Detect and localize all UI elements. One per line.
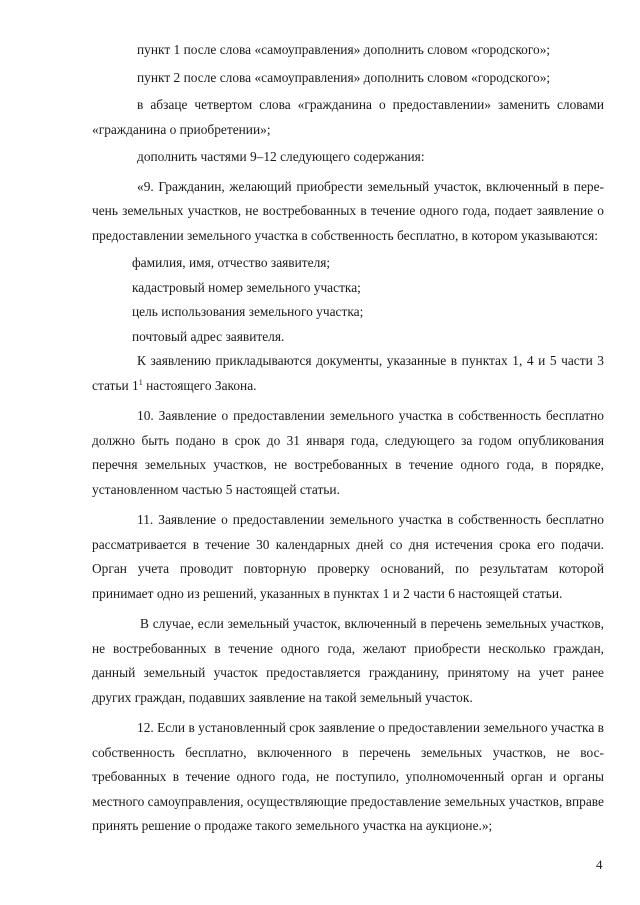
article-superscript: 1	[138, 377, 143, 387]
list-item-purpose: цель использования земельного участка;	[132, 304, 364, 319]
paragraph-part-11: 11. Заявление о предоставлении земельного участка в собственность бесплатно рассматривается в течение 30 календарных дней со дня истечения срока его подачи. Орган учета проводит повторную проверку оснований, по результатам которой принимает одно из решений, указанных в пунктах 1 и 2 части 6 настоящей статьи.	[92, 512, 604, 601]
paragraph-attachments	[92, 349, 604, 398]
paragraph-several-citizens: В случае, если земельный участок, включенный в перечень земельных участков, не востребованных в течение одного года, желают приобрести несколько граждан, данный земельный участок предоставляется гражданину, принятому на учет ранее других граждан, подавших заявление на такой земельный участок.	[92, 616, 604, 705]
paragraph-part-10: 10. Заявление о предоставлении земельного участка в собственность бесплатно должно быть подано в срок до 31 января года, следующего за годом опубликования перечня земельных участков, не востребованных в течение одного года, в порядке, установленном частью 5 настоящей статьи.	[92, 408, 604, 497]
list-item-address: почтовый адрес заявителя.	[132, 328, 285, 344]
paragraph-add-parts: дополнить частями 9–12 следующего содержания:	[137, 149, 425, 164]
page-number: 4	[596, 857, 603, 872]
attachments-text: К заявлению прикладываются документы, указанные в пунктах 1, 4 и 5 части 3 статьи 1	[92, 353, 604, 393]
paragraph-part-12: 12. Если в установленный срок заявление о предоставлении земельного участка в собственность бесплатно, включенного в перечень земельных участков, не востребованных в течение одного года, не поступило, уполномоченный орган и органы местного самоуправления, осуществляющие предоставление земельных участков, вправе принять решение о продаже такого земельного участка на аукционе.»;	[92, 720, 604, 833]
document-body	[92, 38, 604, 839]
list-item-cadastral: кадастровый номер земельного участка;	[132, 279, 361, 295]
paragraph-item-1: пункт 1 после слова «самоуправления» дополнить словом «городского»;	[137, 42, 551, 57]
list-item-fio: фамилия, имя, отчество заявителя;	[132, 255, 331, 270]
attachments-text-tail: настоящего Закона.	[142, 377, 257, 393]
paragraph-part-9: «9. Гражданин, желающий приобрести земельный участок, включенный в перечень земельных участков, не востребованных в течение одного года, подает заявление о предоставлении земельного участка в собственность бесплатно, в котором указываются:	[92, 178, 604, 243]
paragraph-item-2: пункт 2 после слова «самоуправления» дополнить словом «городского»;	[137, 69, 551, 85]
paragraph-abzac-4: в абзаце четвертом слова «гражданина о предоставлении» заменить словами «гражданина о приобретении»;	[92, 97, 604, 137]
